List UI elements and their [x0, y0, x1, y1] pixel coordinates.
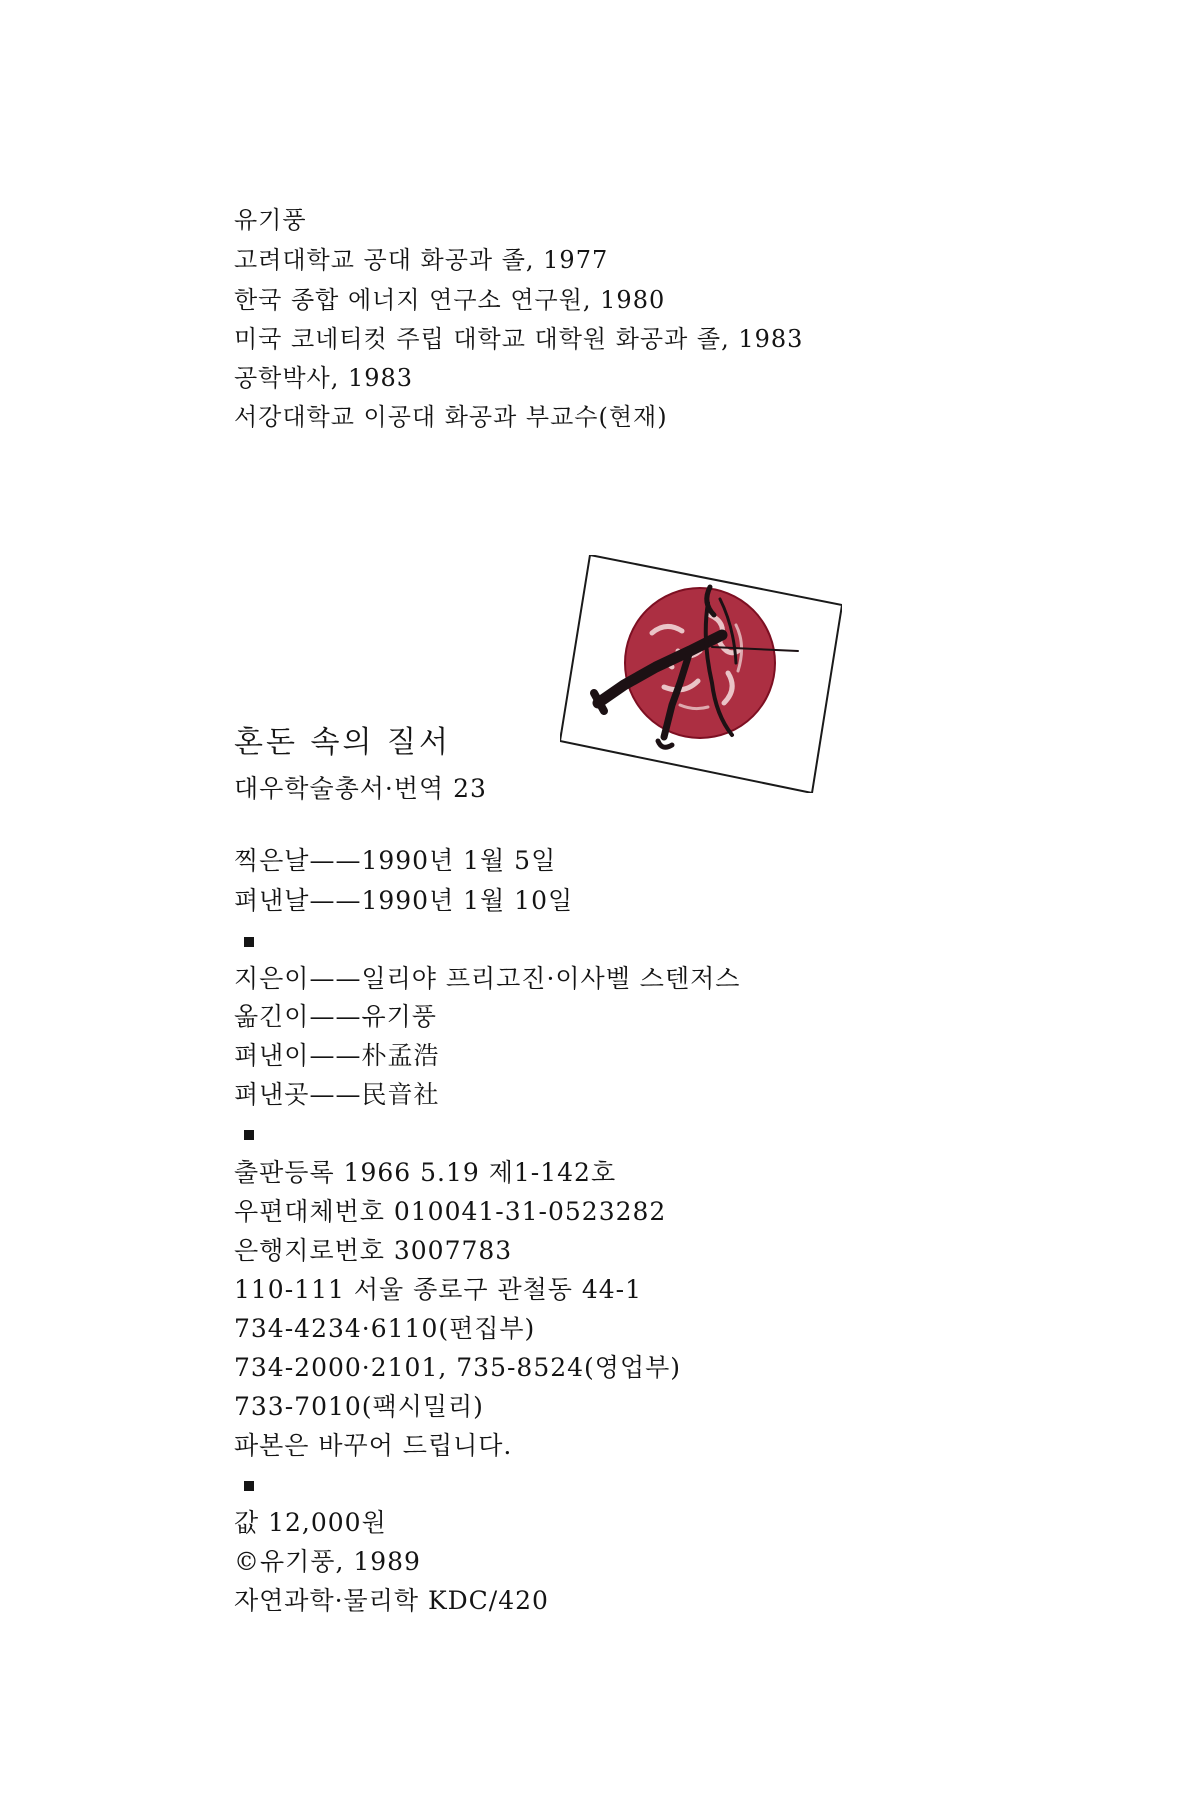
editorial-phone-line: 734-4234·6110(편집부): [234, 1314, 536, 1343]
bank-giro-line: 은행지로번호 3007783: [234, 1236, 513, 1265]
registration-line: 출판등록 1966 5.19 제1-142호: [234, 1158, 617, 1187]
classification-line: 자연과학·물리학 KDC/420: [234, 1586, 549, 1615]
copyright-line: ©유기풍, 1989: [234, 1547, 421, 1576]
publisher-person-credit: 펴낸이——朴孟浩: [234, 1041, 440, 1070]
publisher-seal-image: [560, 555, 842, 793]
bio-line: 고려대학교 공대 화공과 졸, 1977: [234, 246, 609, 274]
section-bullet: [244, 937, 254, 947]
bio-line: 한국 종합 에너지 연구소 연구원, 1980: [234, 286, 666, 314]
postal-transfer-line: 우편대체번호 010041-31-0523282: [234, 1197, 667, 1226]
fax-line: 733-7010(팩시밀리): [234, 1392, 484, 1421]
defect-notice: 파본은 바꾸어 드립니다.: [234, 1431, 513, 1460]
red-seal-circle: [625, 588, 775, 738]
bio-line: 서강대학교 이공대 화공과 부교수(현재): [234, 403, 668, 431]
series-name: 대우학술총서·번역 23: [234, 774, 487, 803]
bio-line: 공학박사, 1983: [234, 364, 414, 392]
address-line: 110-111 서울 종로구 관철동 44-1: [234, 1275, 643, 1304]
print-date: 찍은날——1990년 1월 5일: [234, 846, 557, 875]
publisher-credit: 펴낸곳——民音社: [234, 1080, 440, 1109]
translator-credit: 옮긴이——유기풍: [234, 1002, 437, 1031]
section-bullet: [244, 1481, 254, 1491]
price-line: 값 12,000원: [234, 1508, 387, 1537]
section-bullet: [244, 1130, 254, 1140]
publish-date: 펴낸날——1990년 1월 10일: [234, 886, 574, 915]
authors-credit: 지은이——일리야 프리고진·이사벨 스텐저스: [234, 964, 741, 993]
book-title: 혼돈 속의 질서: [234, 725, 451, 760]
sales-phone-line: 734-2000·2101, 735-8524(영업부): [234, 1353, 681, 1382]
translator-name: 유기풍: [234, 206, 307, 234]
bio-line: 미국 코네티컷 주립 대학교 대학원 화공과 졸, 1983: [234, 325, 804, 353]
